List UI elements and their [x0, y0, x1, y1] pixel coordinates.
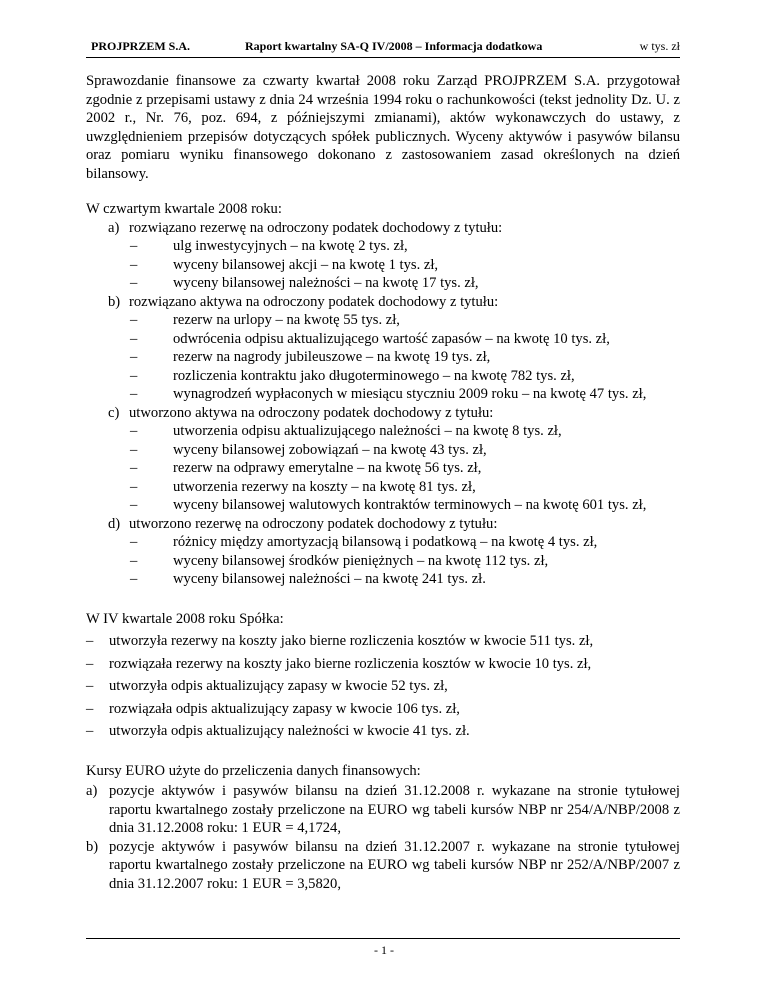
list-item: – wyceny bilansowej akcji – na kwotę 1 tys. zł, — [129, 256, 680, 275]
header-company: PROJPRZEM S.A. — [91, 39, 190, 53]
list-item: – rozwiązała rezerwy na koszty jako bierne rozliczenia kosztów w kwocie 10 tys. zł, — [86, 653, 680, 676]
q4-group-b — [86, 293, 680, 404]
list-item: – utworzyła odpis aktualizujący należności w kwocie 41 tys. zł. — [86, 720, 680, 743]
list-letter: b) — [86, 838, 99, 855]
euro-item-text: pozycje aktywów i pasywów bilansu na dzień 31.12.2007 r. wykazane na stronie tytułowej raportu kwartalnego zostały przeliczone na EURO wg tabeli kursów NBP nr 252/A/NBP/2007 z dnia 31.12.2007 roku: 1 EUR = 3,5820, — [109, 838, 680, 892]
q4-group-d — [86, 515, 680, 589]
company-section — [86, 608, 680, 744]
group-label: rozwiązano rezerwę na odroczony podatek dochodowy z tytułu: — [129, 219, 503, 236]
footer-divider — [86, 938, 680, 939]
q4-group-c — [86, 404, 680, 515]
euro-section — [86, 761, 680, 893]
group-label: utworzono aktywa na odroczony podatek dochodowy z tytułu: — [129, 404, 494, 421]
list-item: – ulg inwestycyjnych – na kwotę 2 tys. zł, — [129, 237, 680, 256]
list-letter: a) — [108, 219, 120, 236]
list-item: – różnicy między amortyzacją bilansową i podatkową – na kwotę 4 tys. zł, — [129, 533, 680, 552]
document-body — [86, 72, 680, 893]
header-unit: w tys. zł — [639, 39, 680, 53]
q4-list — [86, 219, 680, 589]
euro-title: Kursy EURO użyte do przeliczenia danych finansowych: — [86, 763, 421, 780]
list-item: – utworzenia odpisu aktualizującego należności – na kwotę 8 tys. zł, — [129, 422, 680, 441]
euro-list — [86, 782, 680, 893]
list-item: – utworzyła odpis aktualizujący zapasy w kwocie 52 tys. zł, — [86, 675, 680, 698]
page-number: - 1 - — [374, 943, 394, 957]
header-title: Raport kwartalny SA-Q IV/2008 – Informacja dodatkowa — [245, 39, 543, 53]
list-item: – rozwiązała odpis aktualizujący zapasy w kwocie 106 tys. zł, — [86, 698, 680, 721]
q4-section — [86, 200, 680, 589]
list-letter: b) — [108, 293, 121, 310]
list-item: – wyceny bilansowej zobowiązań – na kwotę 43 tys. zł, — [129, 441, 680, 460]
list-item: – wyceny bilansowej walutowych kontraktów terminowych – na kwotę 601 tys. zł, — [129, 496, 680, 515]
list-item: – wyceny bilansowej środków pieniężnych – na kwotę 112 tys. zł, — [129, 552, 680, 571]
list-item: – rezerw na urlopy – na kwotę 55 tys. zł, — [129, 311, 680, 330]
q4-group-a — [86, 219, 680, 293]
q4-group-d-items — [129, 533, 680, 589]
list-letter: a) — [86, 783, 98, 800]
list-item: – utworzenia rezerwy na koszty – na kwotę 81 tys. zł, — [129, 478, 680, 497]
list-letter: c) — [108, 404, 120, 421]
intro-paragraph: Sprawozdanie finansowe za czwarty kwartał 2008 roku Zarząd PROJPRZEM S.A. przygotował zgodnie z przepisami ustawy z dnia 24 września 1994 roku o rachunkowości (tekst jednolity Dz. U. z 2002 r., Nr. 76, poz. 694, z późniejszymi zmianami), aktów wykonawczych do ustawy, z uwzględnieniem przepisów dotyczących spółek publicznych. Wyceny aktywów i pasywów bilansu oraz pomiaru wyniku finansowego dokonano z zastosowaniem zasad określonych na dzień bilansowy. — [86, 73, 680, 182]
company-title: W IV kwartale 2008 roku Spółka: — [86, 610, 284, 627]
company-list — [86, 630, 680, 743]
euro-item-b — [86, 838, 680, 894]
q4-title: W czwartym kwartale 2008 roku: — [86, 201, 282, 217]
euro-item-a — [86, 782, 680, 838]
list-item: – utworzyła rezerwy na koszty jako bierne rozliczenia kosztów w kwocie 511 tys. zł, — [86, 630, 680, 653]
page-header — [86, 37, 680, 58]
list-letter: d) — [108, 515, 121, 532]
q4-group-c-items — [129, 422, 680, 515]
list-item: – rezerw na odprawy emerytalne – na kwotę 56 tys. zł, — [129, 459, 680, 478]
group-label: rozwiązano aktywa na odroczony podatek dochodowy z tytułu: — [129, 293, 499, 310]
q4-group-b-items — [129, 311, 680, 404]
euro-item-text: pozycje aktywów i pasywów bilansu na dzień 31.12.2008 r. wykazane na stronie tytułowej raportu kwartalnego zostały przeliczone na EURO wg tabeli kursów NBP nr 254/A/NBP/2008 z dnia 31.12.2008 roku: 1 EUR = 4,1724, — [109, 783, 680, 837]
list-item: – odwrócenia odpisu aktualizującego wartość zapasów – na kwotę 10 tys. zł, — [129, 330, 680, 349]
list-item: – wynagrodzeń wypłaconych w miesiącu styczniu 2009 roku – na kwotę 47 tys. zł, — [129, 385, 680, 404]
list-item: – rezerw na nagrody jubileuszowe – na kwotę 19 tys. zł, — [129, 348, 680, 367]
list-item: – wyceny bilansowej należności – na kwotę 17 tys. zł, — [129, 274, 680, 293]
list-item: – rozliczenia kontraktu jako długoterminowego – na kwotę 782 tys. zł, — [129, 367, 680, 386]
group-label: utworzono rezerwę na odroczony podatek dochodowy z tytułu: — [129, 515, 498, 532]
q4-group-a-items — [129, 237, 680, 293]
list-item: – wyceny bilansowej należności – na kwotę 241 tys. zł. — [129, 570, 680, 589]
